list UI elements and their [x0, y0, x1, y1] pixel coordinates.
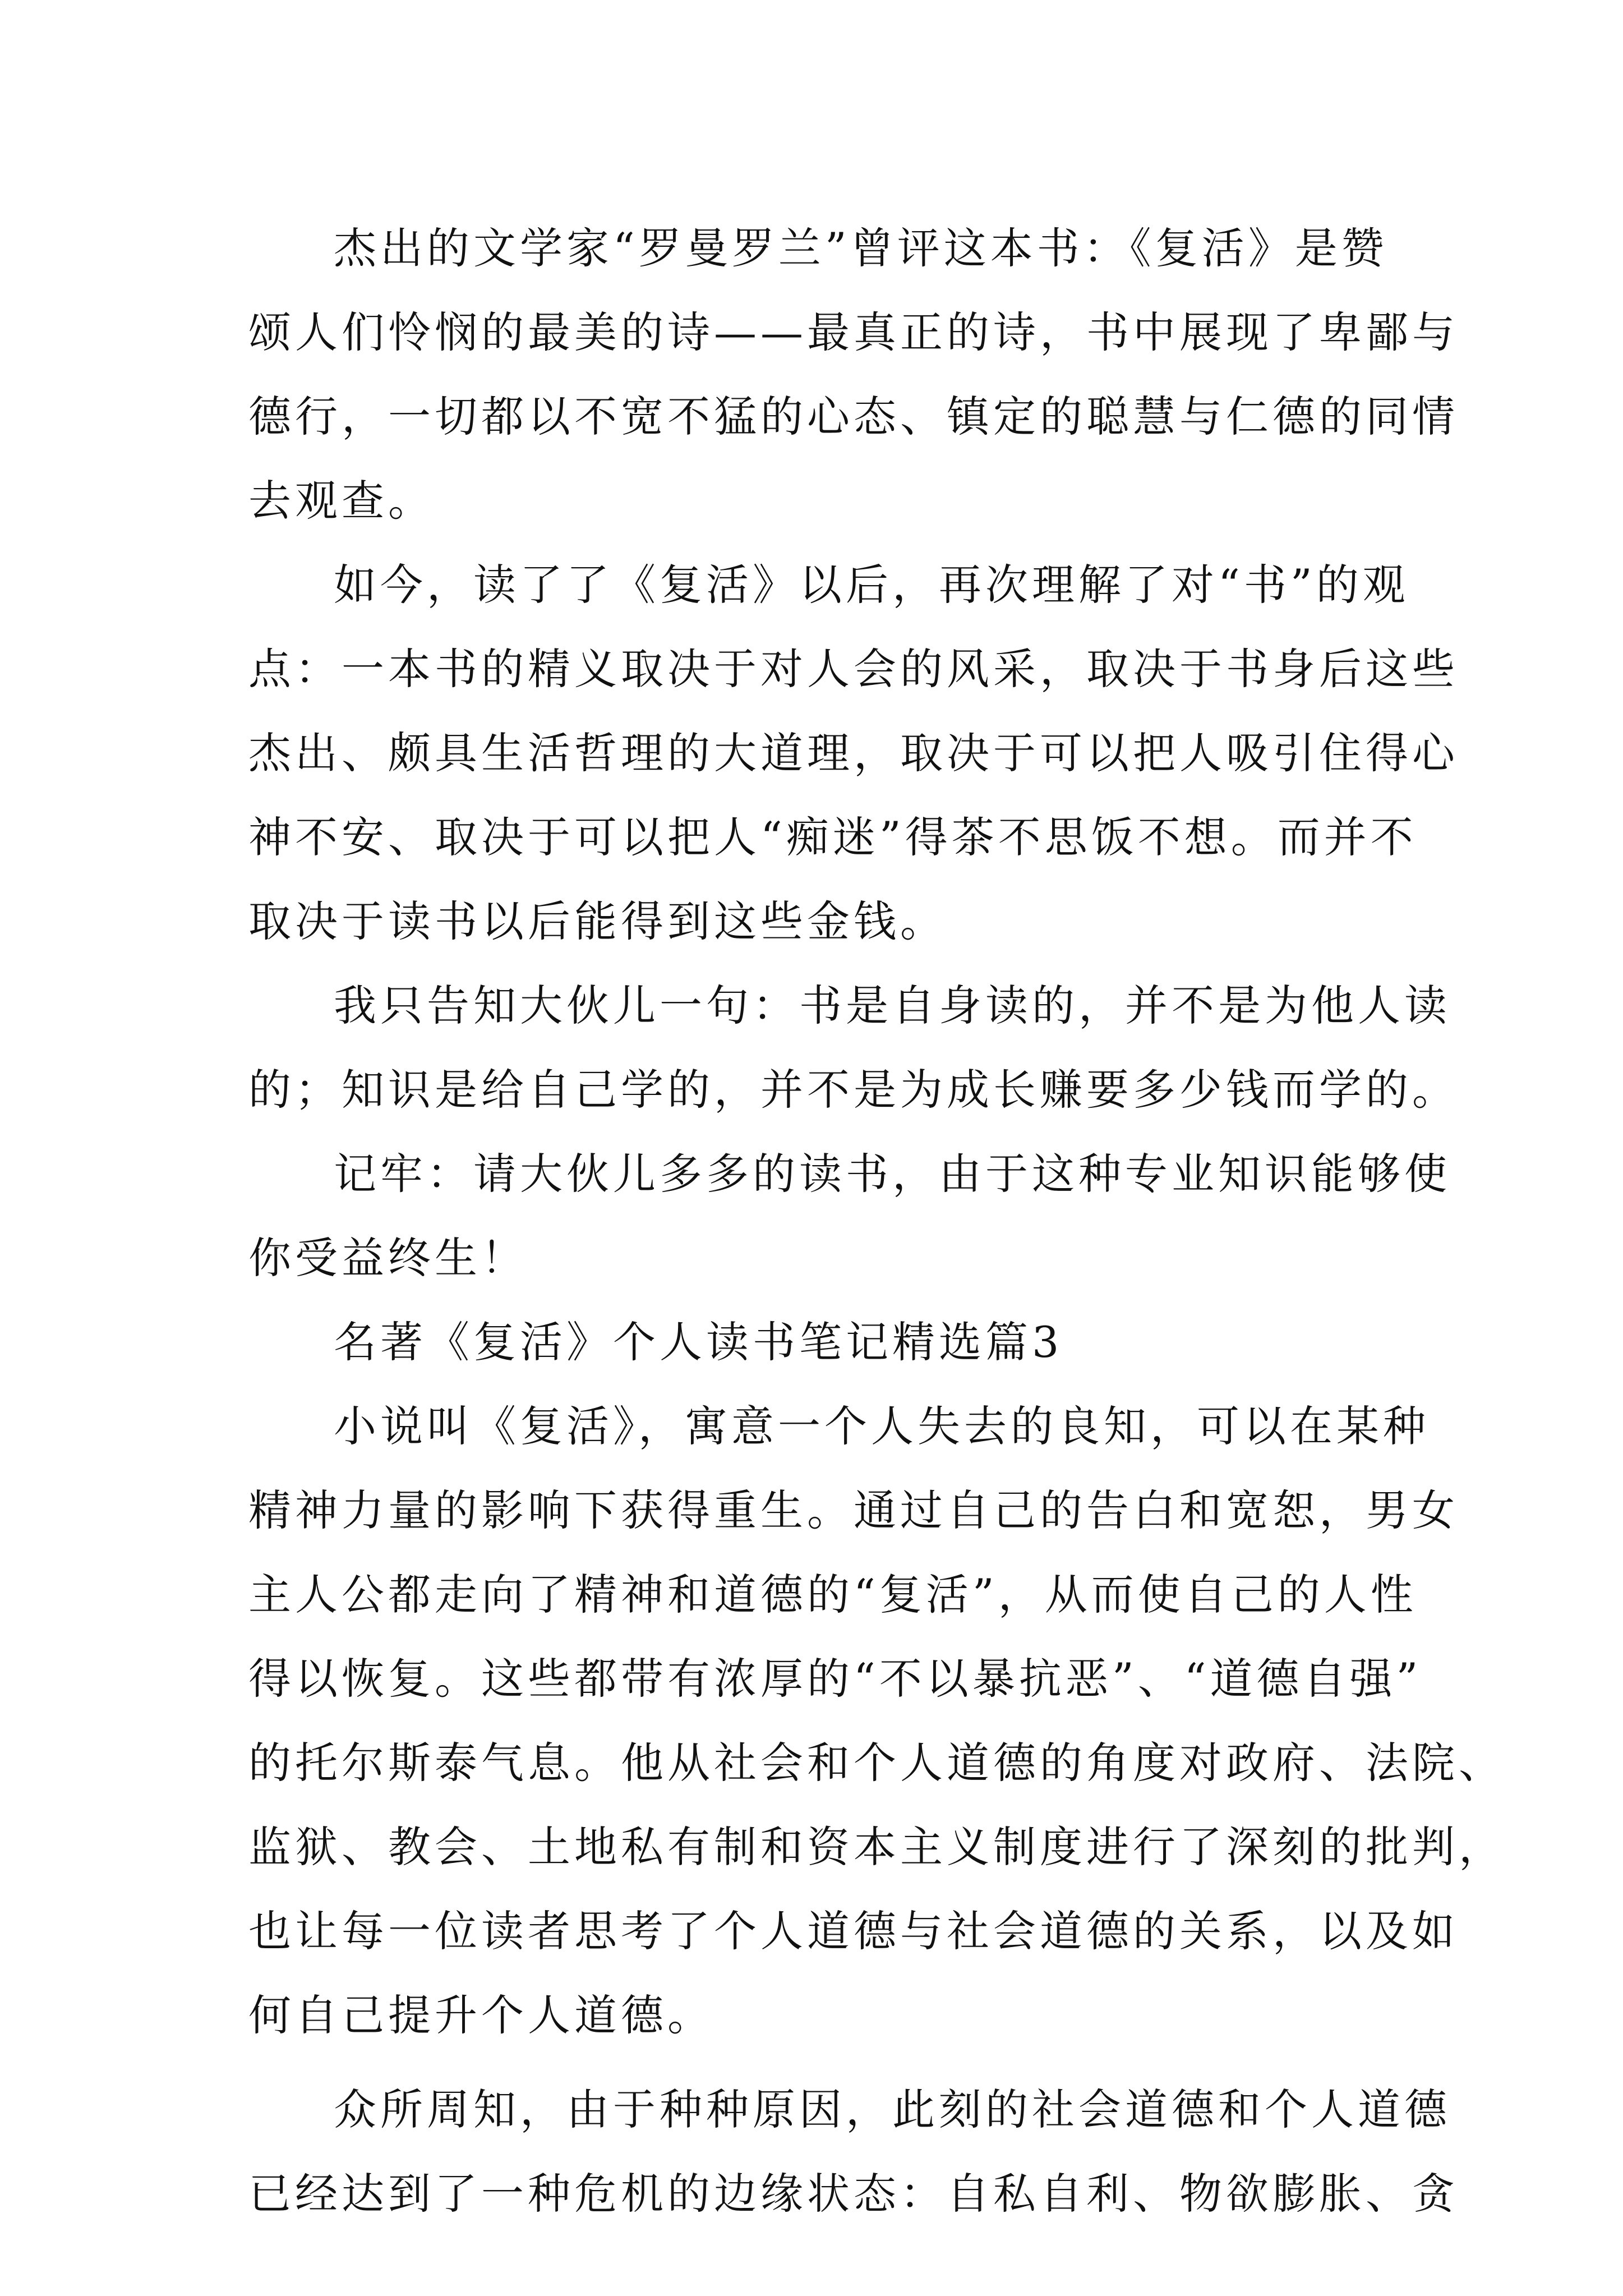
paragraph-line: 精神力量的影响下获得重生。通过自己的告白和宽恕，男女: [248, 1485, 1459, 1535]
paragraph-line: 的托尔斯泰气息。他从社会和个人道德的角度对政府、法院、: [248, 1738, 1505, 1788]
body-text: [248, 206, 1505, 2236]
paragraph-line: 何自己提升个人道德。: [248, 1990, 714, 2040]
paragraph-line: 记牢：请大伙儿多多的读书，由于这种专业知识能够使: [334, 1149, 1451, 1199]
section-heading: 名著《复活》个人读书笔记精选篇3: [334, 1317, 1063, 1367]
paragraph-line: 点：一本书的精义取决于对人会的风采，取决于书身后这些: [248, 644, 1459, 694]
paragraph-line: 杰出的文学家“罗曼罗兰”曾评这本书：《复活》是赞: [334, 223, 1388, 273]
paragraph-line: 众所周知，由于种种原因，此刻的社会道德和个人道德: [334, 2085, 1451, 2134]
paragraph-line: 去观查。: [248, 476, 435, 526]
paragraph-line: 的；知识是给自己学的，并不是为成长赚要多少钱而学的。: [248, 1065, 1459, 1115]
paragraph-line: 已经达到了一种危机的边缘状态：自私自利、物欲膨胀、贪: [248, 2169, 1459, 2219]
paragraph-line: 监狱、教会、土地私有制和资本主义制度进行了深刻的批判，: [248, 1822, 1505, 1872]
paragraph-line: 你受益终生！: [248, 1233, 528, 1283]
paragraph-line: 如今，读了了《复活》以后，再次理解了对“书”的观: [334, 560, 1409, 610]
paragraph-line: 小说叫《复活》，寓意一个人失去的良知，可以在某种: [334, 1401, 1430, 1451]
paragraph-line: 也让每一位读者思考了个人道德与社会道德的关系，以及如: [248, 1906, 1459, 1956]
paragraph-line: 我只告知大伙儿一句：书是自身读的，并不是为他人读: [334, 981, 1451, 1030]
paragraph-line: 取决于读书以后能得到这些金钱。: [248, 896, 947, 946]
paragraph-line: 神不安、取决于可以把人“痴迷”得茶不思饭不想。而并不: [248, 812, 1417, 862]
paragraph-line: 主人公都走向了精神和道德的“复活”，从而使自己的人性: [248, 1570, 1417, 1619]
paragraph-line: 颂人们怜悯的最美的诗——最真正的诗，书中展现了卑鄙与: [248, 307, 1459, 357]
paragraph-line: 杰出、颇具生活哲理的大道理，取决于可以把人吸引住得心: [248, 728, 1459, 778]
paragraph-line: 德行，一切都以不宽不猛的心态、镇定的聪慧与仁德的同情: [248, 392, 1459, 441]
paragraph-line: 得以恢复。这些都带有浓厚的“不以暴抗恶”、“道德自强”: [248, 1654, 1422, 1704]
